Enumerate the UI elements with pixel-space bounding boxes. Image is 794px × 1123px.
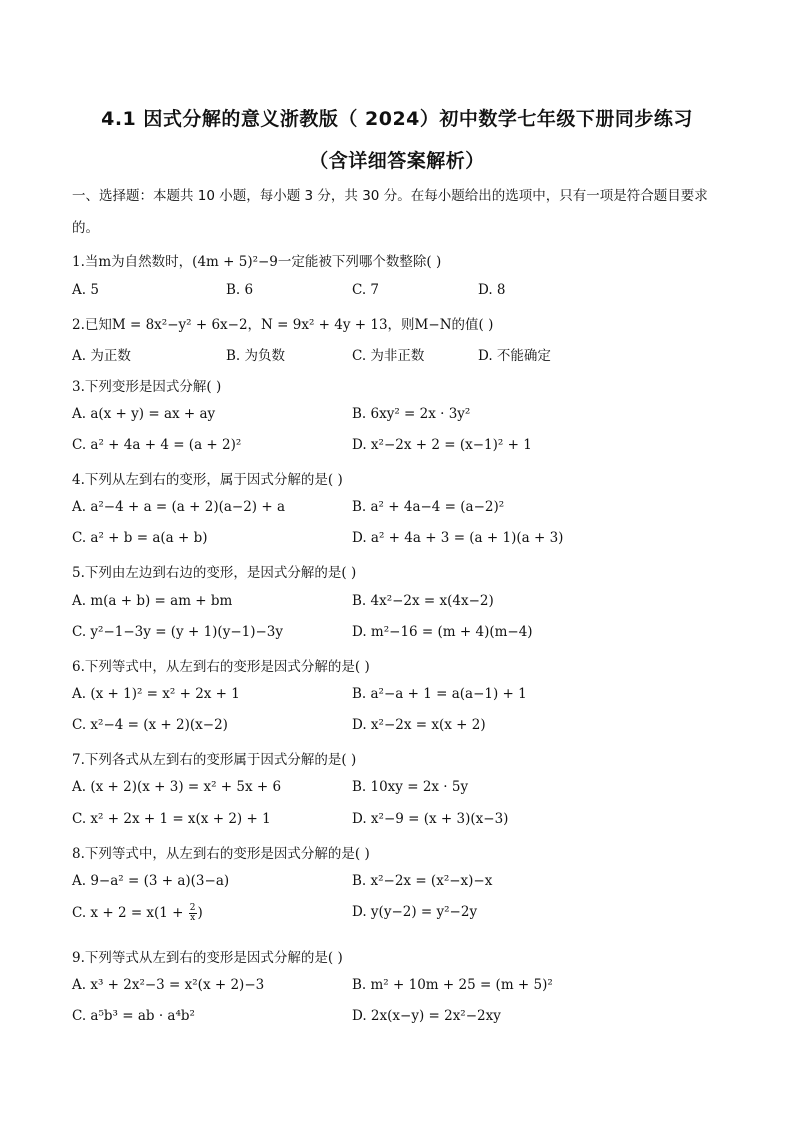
question-8-option-c xyxy=(72,904,203,923)
question-7-option-b: B. 10xy = 2x · 5y xyxy=(352,779,469,795)
question-9-option-d: D. 2x(x−y) = 2x²−2xy xyxy=(352,1008,501,1024)
question-9-option-b: B. m² + 10m + 25 = (m + 5)² xyxy=(352,977,553,993)
question-2-option-a: A. 为正数 xyxy=(72,348,131,364)
question-7-stem: 7.下列各式从左到右的变形属于因式分解的是( ) xyxy=(72,752,357,768)
question-1-stem: 1.当m为自然数时，(4m + 5)²−9一定能被下列哪个数整除( ) xyxy=(72,254,442,270)
question-5-option-b: B. 4x²−2x = x(4x−2) xyxy=(352,593,494,609)
question-1-option-a: A. 5 xyxy=(72,282,99,298)
question-9-stem: 9.下列等式从左到右的变形是因式分解的是( ) xyxy=(72,950,343,966)
question-4-option-d: D. a² + 4a + 3 = (a + 1)(a + 3) xyxy=(352,530,564,546)
question-6-option-b: B. a²−a + 1 = a(a−1) + 1 xyxy=(352,686,527,702)
question-6-option-c: C. x²−4 = (x + 2)(x−2) xyxy=(72,717,228,733)
question-2-option-b: B. 为负数 xyxy=(226,348,286,364)
question-6-stem: 6.下列等式中，从左到右的变形是因式分解的是( ) xyxy=(72,659,370,675)
question-4-option-a: A. a²−4 + a = (a + 2)(a−2) + a xyxy=(72,499,286,515)
question-2-option-d: D. 不能确定 xyxy=(478,348,551,364)
question-2-option-c: C. 为非正数 xyxy=(352,348,425,364)
question-4-option-b: B. a² + 4a−4 = (a−2)² xyxy=(352,499,505,515)
question-8-option-a: A. 9−a² = (3 + a)(3−a) xyxy=(72,873,230,889)
question-3-option-d: D. x²−2x + 2 = (x−1)² + 1 xyxy=(352,437,532,453)
question-8-stem: 8.下列等式中，从左到右的变形是因式分解的是( ) xyxy=(72,846,370,862)
question-1-option-d: D. 8 xyxy=(478,282,506,298)
question-8-option-c-tail: ) xyxy=(197,905,203,921)
question-4-option-c: C. a² + b = a(a + b) xyxy=(72,530,208,546)
question-9-option-a: A. x³ + 2x²−3 = x²(x + 2)−3 xyxy=(72,977,265,993)
section-intro: 一、选择题：本题共 10 小题，每小题 3 分，共 30 分。在每小题给出的选项中，只有一项是符合题目要求的。 xyxy=(72,188,708,236)
question-3-stem: 3.下列变形是因式分解( ) xyxy=(72,379,222,395)
question-7-option-d: D. x²−9 = (x + 3)(x−3) xyxy=(352,811,509,827)
question-5-option-a: A. m(a + b) = am + bm xyxy=(72,593,233,609)
question-8-option-c-text: C. x + 2 = x(1 + xyxy=(72,905,188,921)
page-subtitle: （含详细答案解析） xyxy=(309,150,485,172)
question-2-stem: 2.已知M = 8x²−y² + 6x−2，N = 9x² + 4y + 13，则M−N的值( ) xyxy=(72,317,494,333)
fraction-numerator: 2 xyxy=(189,903,196,913)
fraction xyxy=(189,904,197,923)
question-3-option-c: C. a² + 4a + 4 = (a + 2)² xyxy=(72,437,242,453)
question-6-option-d: D. x²−2x = x(x + 2) xyxy=(352,717,486,733)
page-title: 4.1 因式分解的意义浙教版（ 2024）初中数学七年级下册同步练习 xyxy=(101,108,693,130)
question-6-option-a: A. (x + 1)² = x² + 2x + 1 xyxy=(72,686,240,702)
question-7-option-c: C. x² + 2x + 1 = x(x + 2) + 1 xyxy=(72,811,271,827)
question-1-option-c: C. 7 xyxy=(352,282,380,298)
question-5-option-c: C. y²−1−3y = (y + 1)(y−1)−3y xyxy=(72,624,284,640)
question-4-stem: 4.下列从左到右的变形，属于因式分解的是( ) xyxy=(72,472,343,488)
question-5-stem: 5.下列由左边到右边的变形，是因式分解的是( ) xyxy=(72,565,357,581)
question-5-option-d: D. m²−16 = (m + 4)(m−4) xyxy=(352,624,533,640)
question-3-option-b: B. 6xy² = 2x · 3y² xyxy=(352,406,471,422)
question-8-option-d: D. y(y−2) = y²−2y xyxy=(352,904,478,920)
question-8-option-b: B. x²−2x = (x²−x)−x xyxy=(352,873,493,889)
question-7-option-a: A. (x + 2)(x + 3) = x² + 5x + 6 xyxy=(72,779,282,795)
question-1-option-b: B. 6 xyxy=(226,282,254,298)
question-3-option-a: A. a(x + y) = ax + ay xyxy=(72,406,216,422)
question-9-option-c: C. a⁵b³ = ab · a⁴b² xyxy=(72,1008,195,1024)
fraction-denominator: x xyxy=(190,913,196,923)
